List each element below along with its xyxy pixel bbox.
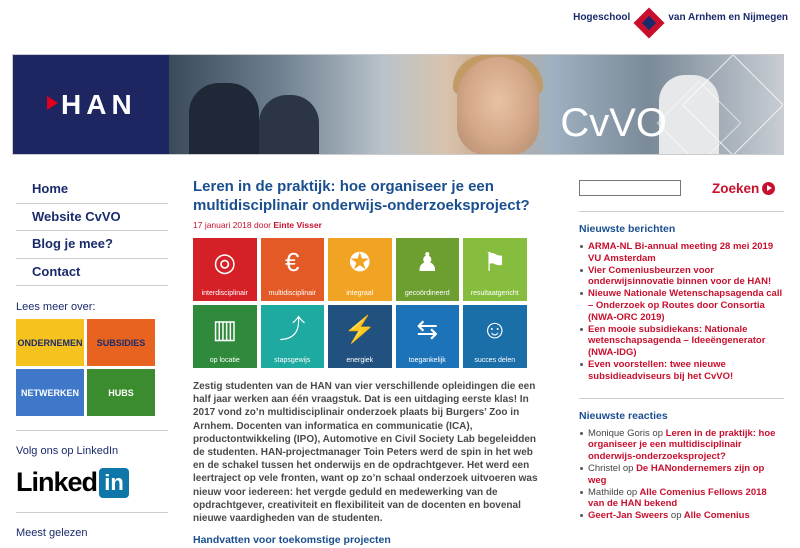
photo-person: [259, 95, 319, 155]
principles-grid: [193, 238, 540, 368]
list-item[interactable]: ARMA-NL Bi-annual meeting 28 mei 2019 VU Amsterdam: [579, 241, 784, 265]
principle-tile: [396, 238, 460, 301]
principle-label: stapsgewijs: [274, 357, 311, 364]
principle-label: interdisciplinair: [201, 290, 248, 297]
topic-tiles: [16, 319, 168, 416]
nav-item-contact[interactable]: Contact: [16, 259, 168, 287]
list-item[interactable]: Even voorstellen: twee nieuwe subsidieadviseurs bij het CvVO!: [579, 359, 784, 383]
comment-post-link[interactable]: Alle Comenius: [683, 510, 750, 522]
principle-tile: [193, 305, 257, 368]
article: [193, 177, 540, 546]
principle-label: energiek: [346, 357, 374, 364]
cvvo-tagline: CvVO: [560, 101, 667, 145]
recent-posts-list: [579, 241, 784, 383]
article-by: door: [253, 220, 271, 230]
multidisciplinair-icon: €: [285, 247, 300, 277]
search-input[interactable]: [579, 180, 681, 196]
energiek-icon: ⚡: [343, 314, 376, 344]
principle-tile: [193, 238, 257, 301]
succes-delen-icon: ☺: [481, 314, 509, 344]
search-button-label: Zoeken: [712, 180, 760, 196]
hero-banner: [12, 54, 784, 155]
principle-tile: [261, 238, 325, 301]
list-item: [579, 510, 784, 522]
tile-hubs[interactable]: HUBS: [87, 369, 155, 416]
article-title[interactable]: Leren in de praktijk: hoe organiseer je een multidisciplinair onderwijs-onderzoeksproject?: [193, 178, 530, 214]
han-diamond-icon: [634, 8, 664, 38]
comment-op: op: [626, 486, 638, 498]
tile-subsidies[interactable]: SUBSIDIES: [87, 319, 155, 366]
recent-posts-heading: Nieuwste berichten: [579, 223, 676, 235]
article-date: 17 januari 2018: [193, 220, 252, 230]
principle-tile: [396, 305, 460, 368]
divider: [579, 398, 784, 399]
comment-author: Christel: [588, 462, 621, 474]
banner-photo: [169, 55, 784, 154]
principle-label: toegankelijk: [408, 357, 446, 364]
nav-item-website-cvvo[interactable]: Website CvVO: [16, 204, 168, 232]
stapsgewijs-icon: ⤴: [279, 314, 306, 344]
photo-person: [189, 83, 259, 155]
linkedin-logo[interactable]: [16, 467, 168, 498]
logo-text-left: Hogeschool: [573, 11, 631, 23]
comment-op: op: [622, 462, 634, 474]
tile-ondernemen[interactable]: ONDERNEMEN: [16, 319, 84, 366]
han-logo[interactable]: [573, 6, 788, 40]
han-brand-text: HAN: [61, 89, 137, 120]
divider: [16, 430, 168, 431]
principle-tile: [328, 238, 392, 301]
principle-label: gecoördineerd: [404, 290, 450, 297]
han-brand-panel: [13, 55, 169, 154]
comment-post-link[interactable]: Alle Comenius Fellows 2018 van de HAN bekend: [588, 486, 767, 510]
meest-gelezen-heading: Meest gelezen: [16, 527, 88, 539]
integraal-icon: ✪: [348, 247, 371, 277]
list-item: [579, 487, 784, 511]
list-item: [579, 463, 784, 487]
comment-author-link[interactable]: Geert-Jan Sweers: [588, 510, 669, 522]
toegankelijk-icon: ⇆: [416, 314, 439, 344]
principle-label: integraal: [346, 290, 374, 297]
op-locatie-icon: ▥: [212, 314, 238, 344]
comment-author: Monique Goris: [588, 427, 650, 439]
list-item: [579, 428, 784, 463]
logo-text-right: van Arnhem en Nijmegen: [668, 11, 788, 23]
list-item[interactable]: Vier Comeniusbeurzen voor onderwijsinnovatie binnen voor de HAN!: [579, 265, 784, 289]
tile-netwerken[interactable]: NETWERKEN: [16, 369, 84, 416]
divider: [16, 512, 168, 513]
divider: [579, 211, 784, 212]
principle-label: succes delen: [474, 357, 516, 364]
nav-item-home[interactable]: Home: [16, 176, 168, 204]
article-body: Zestig studenten van de HAN van vier verschillende opleidingen die een half jaar werken aan één vraagstuk. Dat is een uitdaging eerste klas! In 2017 vond zo’n multidisciplinair onderzoek plaats bij Burgers’ Zoo in Arnhem. Docenten van informatica en communicatie (ICA), productontwikkeling (IPO), Automotive en Civil Society Lab begeleidden de studenten. HAN-projectmanager Toin Peters werd de spin in het web en de schakel tussen het onderwijs en de opdrachtgever. Het werd een leertraject op vele fronten, want op zo’n schaal onderzoek uitvoeren was nieuw voor iedereen: het vergde geduld en medewerking van de opdrachtgever, creativiteit en flexibiliteit van de docenten en bovenal nieuwe vaardigheden van de studenten.: [193, 381, 538, 525]
principle-label: multidisciplinair: [268, 290, 316, 297]
principle-label: resultaatgericht: [470, 290, 519, 297]
recent-comments-list: [579, 428, 784, 522]
search-form: [579, 180, 784, 196]
linkedin-icon: in: [99, 468, 129, 498]
list-item[interactable]: Nieuwe Nationale Wetenschapsagenda call – Onderzoek op Routes door Consortia (NWA-ORC 2019): [579, 288, 784, 323]
main-nav: [16, 176, 168, 286]
lees-meer-heading: Lees meer over:: [16, 301, 96, 313]
comment-author: Mathilde: [588, 486, 624, 498]
article-author[interactable]: Einte Visser: [273, 220, 322, 230]
play-arrow-icon: [762, 182, 775, 195]
article-subheading: Handvatten voor toekomstige projecten: [193, 534, 391, 547]
search-button[interactable]: [712, 181, 775, 196]
comment-post-link[interactable]: De HANondernemers zijn op weg: [588, 462, 765, 486]
photo-person-face: [457, 57, 539, 155]
principle-tile: [261, 305, 325, 368]
principle-label: op locatie: [209, 357, 240, 364]
list-item[interactable]: Een mooie subsidiekans: Nationale wetenschapsagenda – Ideeëngenerator (NWA-IDG): [579, 324, 784, 359]
right-sidebar: [579, 180, 784, 522]
linkedin-heading: Volg ons op LinkedIn: [16, 445, 119, 457]
principle-tile: [463, 305, 527, 368]
nav-item-blog[interactable]: Blog je mee?: [16, 231, 168, 259]
linkedin-wordmark: Linked: [16, 467, 98, 497]
comment-op: op: [670, 510, 682, 522]
left-sidebar: [16, 176, 168, 539]
comment-op: op: [652, 427, 663, 439]
principle-tile: [463, 238, 527, 301]
comment-post-link[interactable]: Leren in de praktijk: hoe organiseer je een multidisciplinair onderwijs-onderzoeksproject?: [588, 427, 776, 463]
principle-tile: [328, 305, 392, 368]
resultaatgericht-icon: ⚑: [483, 247, 507, 277]
interdisciplinair-icon: ◎: [213, 247, 237, 277]
article-meta: [193, 220, 540, 230]
gecoordineerd-icon: ♟: [415, 247, 439, 277]
recent-comments-heading: Nieuwste reacties: [579, 409, 668, 422]
top-header: [0, 0, 800, 48]
